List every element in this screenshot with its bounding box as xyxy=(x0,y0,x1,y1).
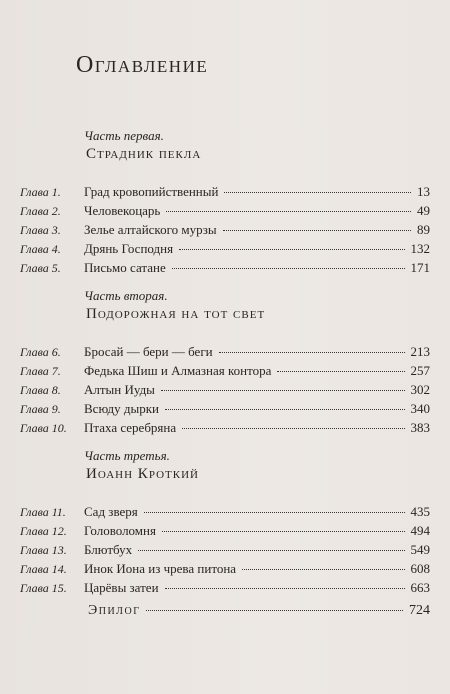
page-number: 663 xyxy=(410,580,430,595)
dot-leader xyxy=(242,569,404,570)
page-number: 608 xyxy=(410,561,430,576)
chapter-title: Блютбух xyxy=(84,542,133,557)
page-number: 49 xyxy=(417,203,430,218)
page-number: 132 xyxy=(410,241,430,256)
page-number: 171 xyxy=(410,260,430,275)
page-number: 213 xyxy=(410,344,430,359)
chapter-number: Глава 11. xyxy=(20,505,66,519)
chapter-number: Глава 14. xyxy=(20,562,67,576)
page-number: 13 xyxy=(417,184,430,199)
chapter-number: Глава 1. xyxy=(20,185,61,199)
dot-leader xyxy=(165,588,405,589)
page-title: Оглавление xyxy=(76,52,209,78)
page-number: 302 xyxy=(410,382,430,397)
chapter-title: Бросай — бери — беги xyxy=(84,344,213,359)
chapter-number: Глава 3. xyxy=(20,223,61,237)
chapter-title: Царёвы затеи xyxy=(84,580,159,595)
chapter-title: Алтын Иуды xyxy=(84,382,155,397)
dot-leader xyxy=(224,192,411,193)
chapter-title: Зелье алтайского мурзы xyxy=(84,222,217,237)
toc-entry[interactable] xyxy=(20,580,430,598)
toc-entry[interactable] xyxy=(20,184,430,202)
chapter-number: Глава 8. xyxy=(20,383,61,397)
dot-leader xyxy=(172,268,405,269)
toc-entry[interactable] xyxy=(20,523,430,541)
toc-entry[interactable] xyxy=(20,222,430,240)
toc-entry[interactable] xyxy=(20,241,430,259)
chapter-title: Письмо сатане xyxy=(84,260,166,275)
chapter-title: Птаха серебряна xyxy=(84,420,177,435)
chapter-number: Глава 15. xyxy=(20,581,67,595)
part-1-label: Часть первая. xyxy=(84,128,164,143)
page-number: 383 xyxy=(410,420,430,435)
toc-entry[interactable] xyxy=(20,344,430,362)
page-number: 549 xyxy=(410,542,430,557)
dot-leader xyxy=(179,249,404,250)
dot-leader xyxy=(162,531,405,532)
part-3-label: Часть третья. xyxy=(84,448,170,463)
chapter-number: Глава 13. xyxy=(20,543,67,557)
dot-leader xyxy=(146,610,403,611)
page-number: 340 xyxy=(410,401,430,416)
chapter-number: Глава 2. xyxy=(20,204,61,218)
dot-leader xyxy=(166,211,411,212)
part-1-title: Страдник пекла xyxy=(86,146,202,162)
toc-entry[interactable] xyxy=(20,382,430,400)
chapter-number: Глава 4. xyxy=(20,242,61,256)
page-number: 494 xyxy=(410,523,430,538)
page-number: 89 xyxy=(417,222,430,237)
dot-leader xyxy=(138,550,404,551)
toc-entry[interactable] xyxy=(20,260,430,278)
dot-leader xyxy=(165,409,405,410)
toc-entry[interactable] xyxy=(20,420,430,438)
part-2-title: Подорожная на тот свет xyxy=(86,306,266,322)
chapter-title: Человекоцарь xyxy=(84,203,161,218)
chapter-title: Федька Шиш и Алмазная контора xyxy=(84,363,272,378)
chapter-number: Глава 6. xyxy=(20,345,61,359)
chapter-number: Глава 5. xyxy=(20,261,61,275)
page-number: 257 xyxy=(410,363,430,378)
chapter-number: Глава 10. xyxy=(20,421,67,435)
chapter-number: Глава 12. xyxy=(20,524,67,538)
page-number: 435 xyxy=(410,504,430,519)
toc-entry[interactable] xyxy=(20,203,430,221)
chapter-number: Глава 7. xyxy=(20,364,61,378)
epilogue-title: Эпилог xyxy=(88,603,141,618)
chapter-title: Головоломня xyxy=(84,523,156,538)
toc-entry[interactable] xyxy=(20,504,430,522)
dot-leader xyxy=(219,352,405,353)
toc-entry[interactable] xyxy=(20,363,430,381)
epilogue-page-number: 724 xyxy=(409,603,430,618)
part-2-label: Часть вторая. xyxy=(84,288,168,303)
toc-entry[interactable] xyxy=(20,561,430,579)
dot-leader xyxy=(144,512,405,513)
chapter-title: Сад зверя xyxy=(84,504,138,519)
dot-leader xyxy=(182,428,404,429)
chapter-number: Глава 9. xyxy=(20,402,61,416)
toc-entry[interactable] xyxy=(20,542,430,560)
chapter-title: Инок Иона из чрева питона xyxy=(84,561,237,576)
dot-leader xyxy=(277,371,404,372)
dot-leader xyxy=(161,390,405,391)
dot-leader xyxy=(223,230,411,231)
part-3-title: Иоанн Кроткий xyxy=(86,466,199,482)
chapter-title: Всюду дырки xyxy=(84,401,159,416)
chapter-title: Град кровопийственный xyxy=(84,184,219,199)
toc-entry[interactable] xyxy=(20,401,430,419)
chapter-title: Дрянь Господня xyxy=(84,241,174,256)
toc-entry-epilogue[interactable] xyxy=(88,603,430,621)
